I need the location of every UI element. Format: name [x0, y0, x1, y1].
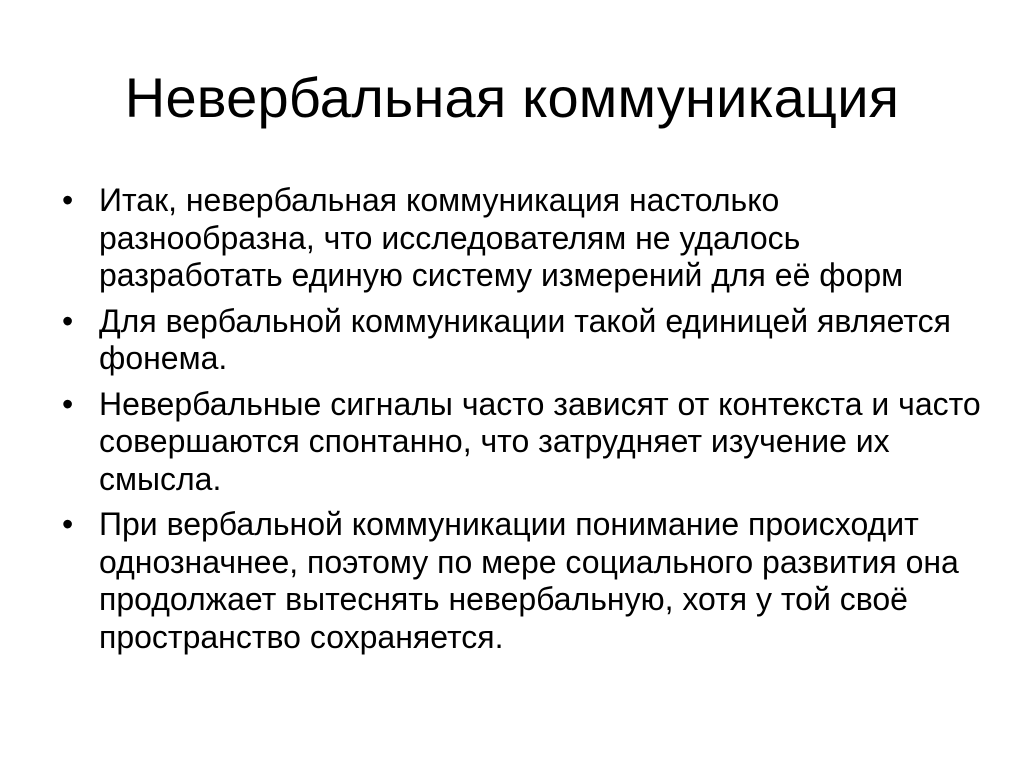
bullet-text: При вербальной коммуникации понимание происходит однозначнее, поэтому по мере социального развития она продолжает вытеснять невербальную, хотя у той своё пространство сохраняется. [99, 506, 959, 655]
bullet-text: Для вербальной коммуникации такой единицей является фонема. [99, 302, 951, 376]
bullet-item [62, 506, 992, 656]
bullet-text: Итак, невербальная коммуникация настолько разнообразна, что исследователям не удалось разработать единую систему измерений для её форм [99, 182, 904, 293]
bullet-icon: • [62, 506, 74, 542]
bullet-list [62, 182, 992, 664]
bullet-icon: • [62, 385, 74, 422]
bullet-item [62, 182, 992, 295]
bullet-icon: • [62, 302, 74, 339]
bullet-item [62, 386, 992, 499]
slide-title: Невербальная коммуникация [124, 66, 900, 129]
bullet-text: Невербальные сигналы часто зависят от контекста и часто совершаются спонтанно, что затрудняет изучение их смысла. [99, 385, 981, 497]
bullet-icon: • [62, 182, 74, 218]
bullet-item [62, 303, 992, 378]
